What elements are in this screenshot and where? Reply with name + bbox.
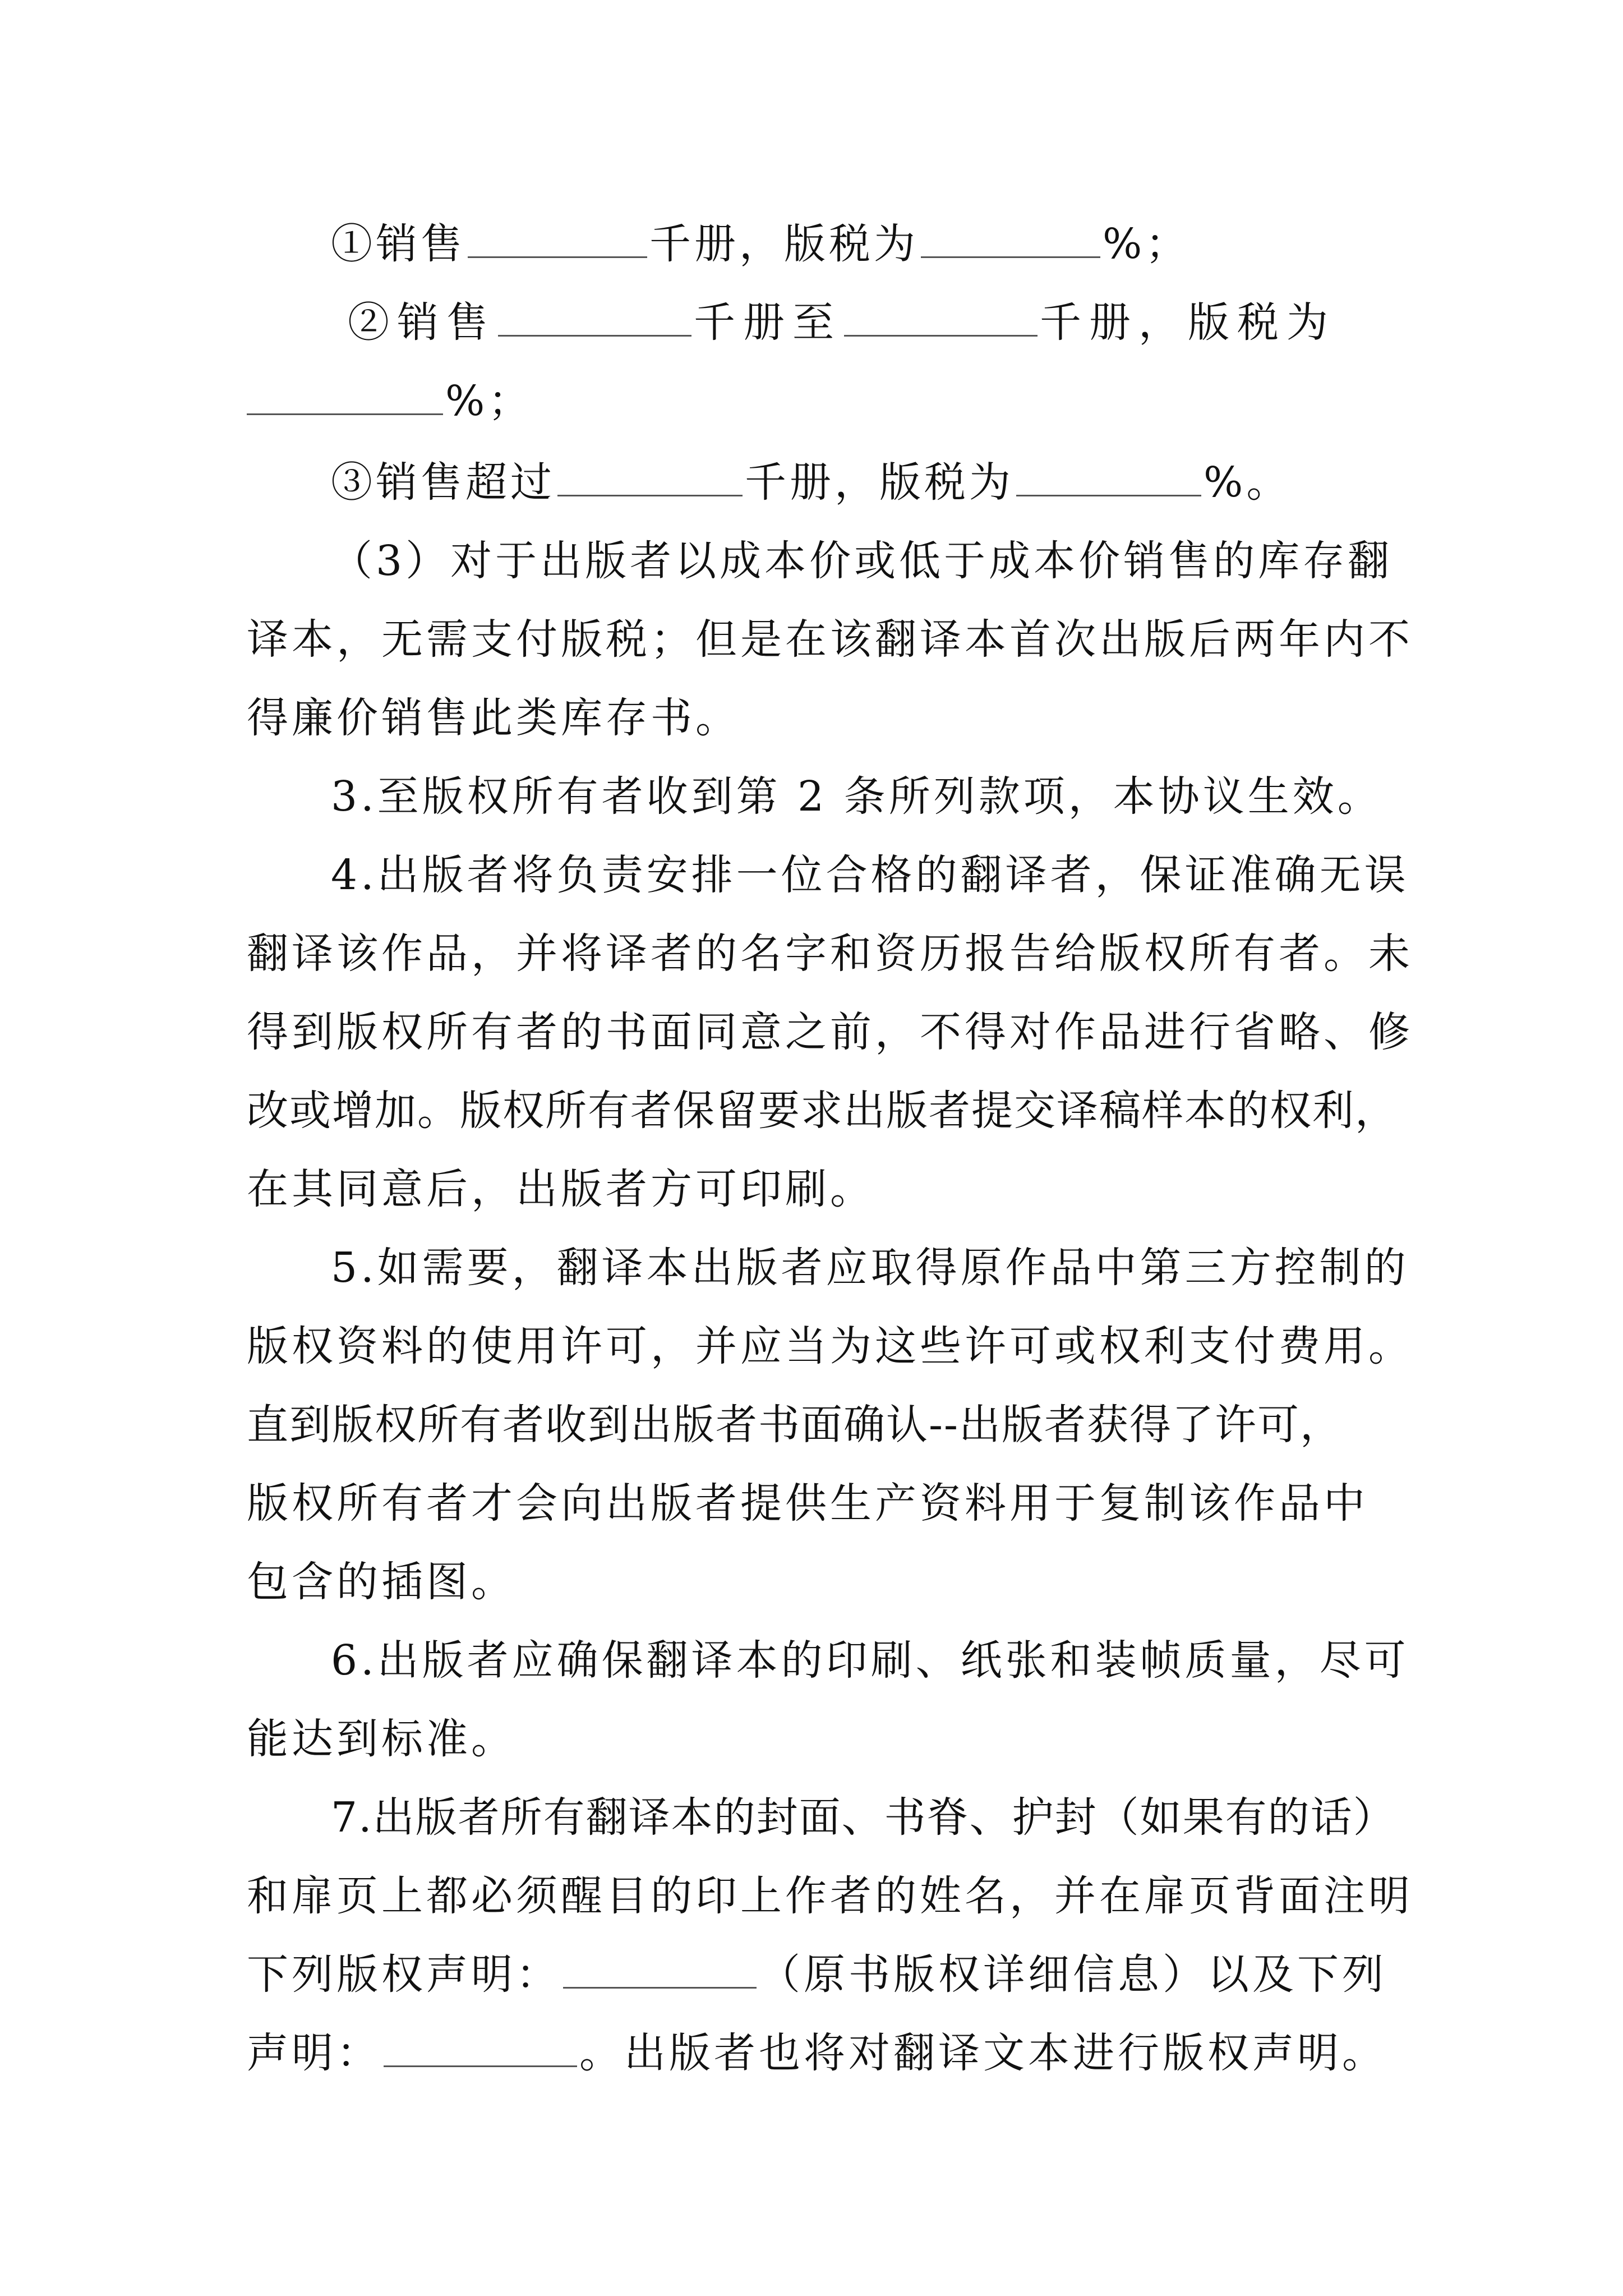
sales-tier-1	[331, 205, 1475, 283]
tier-2-mid2: 千册，版税为	[1040, 298, 1336, 347]
clause-6-line-1: 6.出版者应确保翻译本的印刷、纸张和装帧质量，尽可	[331, 1636, 1409, 1685]
sales-tier-3	[331, 443, 1475, 522]
clause-7-line-4-prefix: 声明：	[247, 2029, 381, 2077]
clause-4-line-3: 得到版权所有者的书面同意之前，不得对作品进行省略、修	[247, 1008, 1413, 1056]
blank-field	[384, 2025, 577, 2067]
sales-tier-2	[348, 283, 1492, 362]
clause-7-line-3-prefix: 下列版权声明：	[247, 1950, 561, 1999]
clause-5-line-2: 版权资料的使用许可，并应当为这些许可或权利支付费用。	[247, 1322, 1413, 1370]
clause-4-line-4: 改或增加。版权所有者保留要求出版者提交译稿样本的权利，	[247, 1087, 1398, 1135]
clause-6-line-2: 能达到标准。	[247, 1715, 516, 1763]
clause-7-line-4-suffix: 。出版者也将对翻译文本进行版权声明。	[579, 2029, 1387, 2077]
tier-2-prefix: ②销售	[348, 298, 496, 347]
blank-field	[921, 216, 1100, 258]
clause-2-3-line-1: （3）对于出版者以成本价或低于成本价销售的库存翻	[331, 537, 1393, 585]
tier-1-mid: 千册，版税为	[649, 220, 919, 268]
clause-7-line-1: 7.出版者所有翻译本的封面、书脊、护封（如果有的话）	[331, 1793, 1396, 1842]
clause-4-line-2: 翻译该作品，并将译者的名字和资历报告给版权所有者。未	[247, 930, 1413, 978]
clause-5-line-1: 5.如需要，翻译本出版者应取得原作品中第三方控制的	[331, 1244, 1409, 1292]
clause-7-line-3	[247, 1935, 1391, 2014]
tier-2-mid1: 千册至	[694, 298, 842, 347]
blank-field	[563, 1947, 757, 1989]
tier-3-suffix: %。	[1204, 458, 1292, 507]
clause-5-line-3: 直到版权所有者收到出版者书面确认--出版者获得了许可，	[247, 1401, 1343, 1449]
blank-field	[468, 216, 647, 258]
clause-2-3-line-3: 得廉价销售此类库存书。	[247, 694, 740, 742]
tier-1-prefix: ①销售	[331, 220, 465, 268]
tier-3-mid: 千册，版税为	[745, 458, 1014, 507]
tier-3-prefix: ③销售超过	[331, 458, 555, 507]
clause-5-line-4: 版权所有者才会向出版者提供生产资料用于复制该作品中	[247, 1479, 1368, 1527]
tier-2-suffix: %；	[445, 377, 533, 425]
clause-4-line-5: 在其同意后，出版者方可印刷。	[247, 1165, 875, 1213]
blank-field	[247, 373, 443, 415]
clause-7-line-3-suffix: （原书版权详细信息）以及下列	[759, 1950, 1387, 1999]
blank-field	[557, 454, 743, 496]
sales-tier-2-cont	[247, 362, 1391, 440]
blank-field	[844, 295, 1038, 337]
clause-5-line-5: 包含的插图。	[247, 1558, 516, 1606]
clause-7-line-2: 和扉页上都必须醒目的印上作者的姓名，并在扉页背面注明	[247, 1872, 1413, 1920]
clause-3-line-1: 3.至版权所有者收到第 2 条所列款项，本协议生效。	[331, 772, 1382, 821]
tier-1-suffix: %；	[1103, 220, 1191, 268]
clause-7-line-4	[247, 2014, 1391, 2092]
blank-field	[1016, 454, 1201, 496]
blank-field	[498, 295, 691, 337]
clause-2-3-line-2: 译本，无需支付版税；但是在该翻译本首次出版后两年内不	[247, 615, 1413, 664]
clause-4-line-1: 4.出版者将负责安排一位合格的翻译者，保证准确无误	[331, 851, 1409, 899]
